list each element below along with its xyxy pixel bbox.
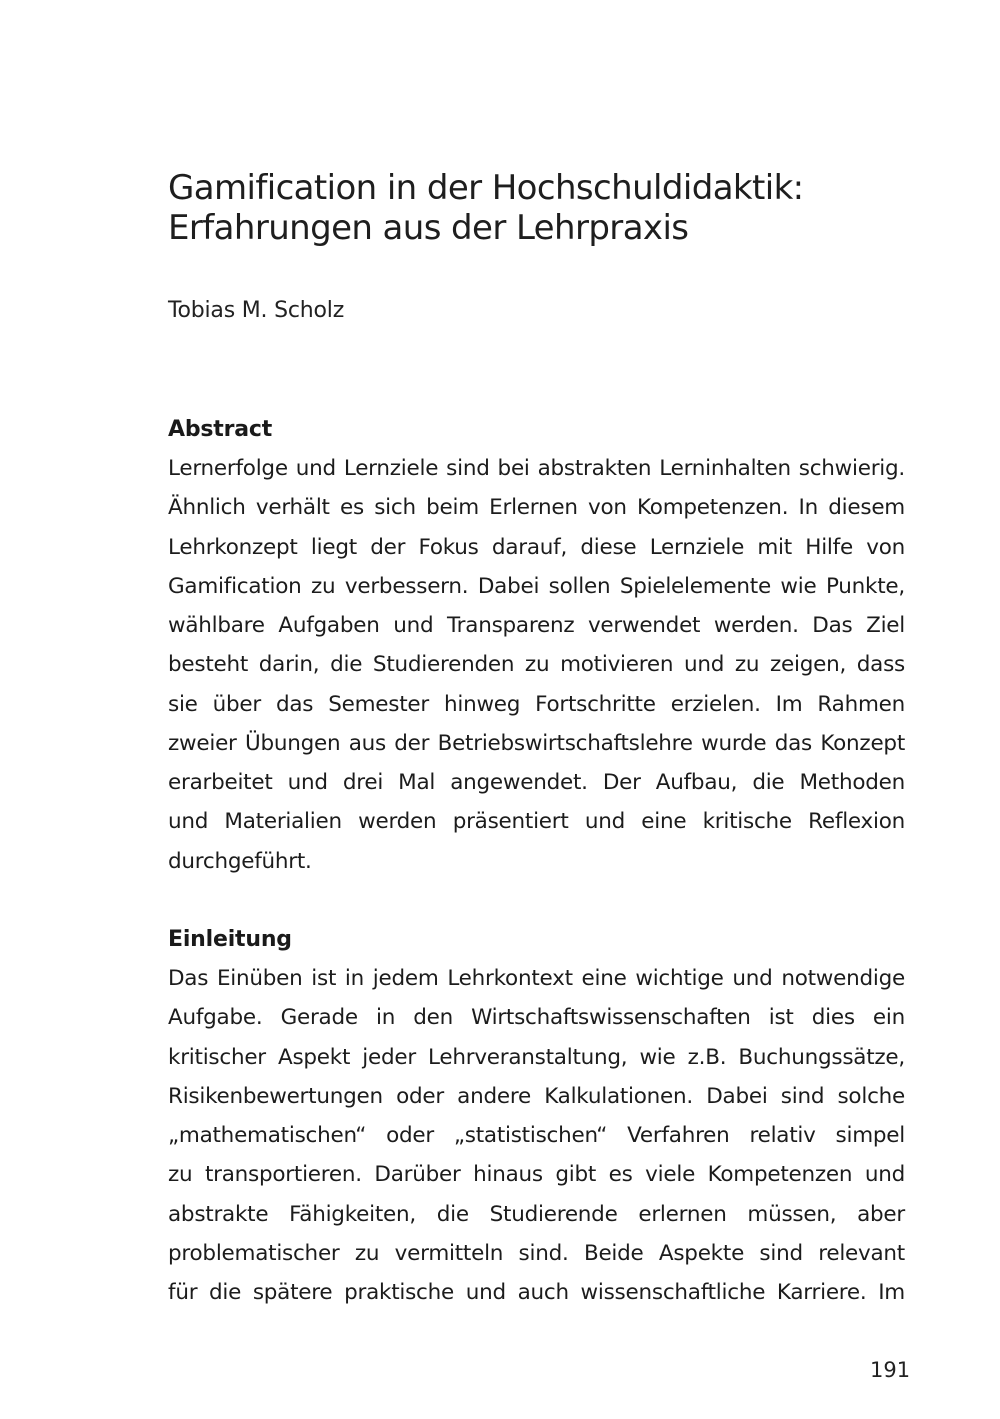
abstract-line: Ähnlich verhält es sich beim Erlernen von Kompetenzen. In diesem bbox=[168, 495, 905, 521]
introduction-line: zu transportieren. Darüber hinaus gibt es viele Kompetenzen und bbox=[168, 1162, 905, 1188]
introduction-line: Aufgabe. Gerade in den Wirtschaftswissenschaften ist dies ein bbox=[168, 1005, 905, 1031]
abstract-line: zweier Übungen aus der Betriebswirtschaftslehre wurde das Konzept bbox=[168, 730, 905, 756]
abstract-line: und Materialien werden präsentiert und eine kritische Reflexion bbox=[168, 809, 905, 835]
introduction-line: Risikenbewertungen oder andere Kalkulationen. Dabei sind solche bbox=[168, 1083, 905, 1109]
abstract-line: Lernerfolge und Lernziele sind bei abstrakten Lerninhalten schwierig. bbox=[168, 456, 905, 481]
introduction-line: problematischer zu vermitteln sind. Beide Aspekte sind relevant bbox=[168, 1240, 905, 1266]
abstract-line: sie über das Semester hinweg Fortschritte erzielen. Im Rahmen bbox=[168, 691, 905, 717]
abstract-line: durchgeführt. bbox=[168, 848, 312, 874]
page-number: 191 bbox=[870, 1358, 911, 1382]
paper-title-line-1: Gamification in der Hochschuldidaktik: bbox=[168, 168, 804, 208]
abstract-heading: Abstract bbox=[168, 417, 273, 442]
introduction-line: kritischer Aspekt jeder Lehrveranstaltung, wie z.B. Buchungssätze, bbox=[168, 1044, 905, 1070]
introduction-line: für die spätere praktische und auch wissenschaftliche Karriere. Im bbox=[168, 1280, 905, 1305]
paper-title-line-2: Erfahrungen aus der Lehrpraxis bbox=[168, 208, 689, 248]
introduction-line: abstrakte Fähigkeiten, die Studierende erlernen müssen, aber bbox=[168, 1201, 905, 1227]
author-name: Tobias M. Scholz bbox=[168, 298, 345, 323]
abstract-line: wählbare Aufgaben und Transparenz verwendet werden. Das Ziel bbox=[168, 613, 905, 638]
introduction-heading: Einleitung bbox=[168, 927, 292, 952]
introduction-line: Das Einüben ist in jedem Lehrkontext eine wichtige und notwendige bbox=[168, 966, 905, 991]
abstract-line: Gamification zu verbessern. Dabei sollen Spielelemente wie Punkte, bbox=[168, 573, 905, 599]
abstract-line: besteht darin, die Studierenden zu motivieren und zu zeigen, dass bbox=[168, 652, 905, 678]
abstract-paragraph bbox=[168, 449, 905, 881]
introduction-paragraph bbox=[168, 959, 905, 1312]
introduction-line: „mathematischen“ oder „statistischen“ Verfahren relativ simpel bbox=[168, 1123, 905, 1148]
abstract-line: erarbeitet und drei Mal angewendet. Der Aufbau, die Methoden bbox=[168, 770, 905, 795]
abstract-line: Lehrkonzept liegt der Fokus darauf, diese Lernziele mit Hilfe von bbox=[168, 534, 905, 560]
introduction-section bbox=[168, 920, 905, 1312]
paper-title bbox=[168, 168, 928, 248]
abstract-section bbox=[168, 410, 905, 881]
